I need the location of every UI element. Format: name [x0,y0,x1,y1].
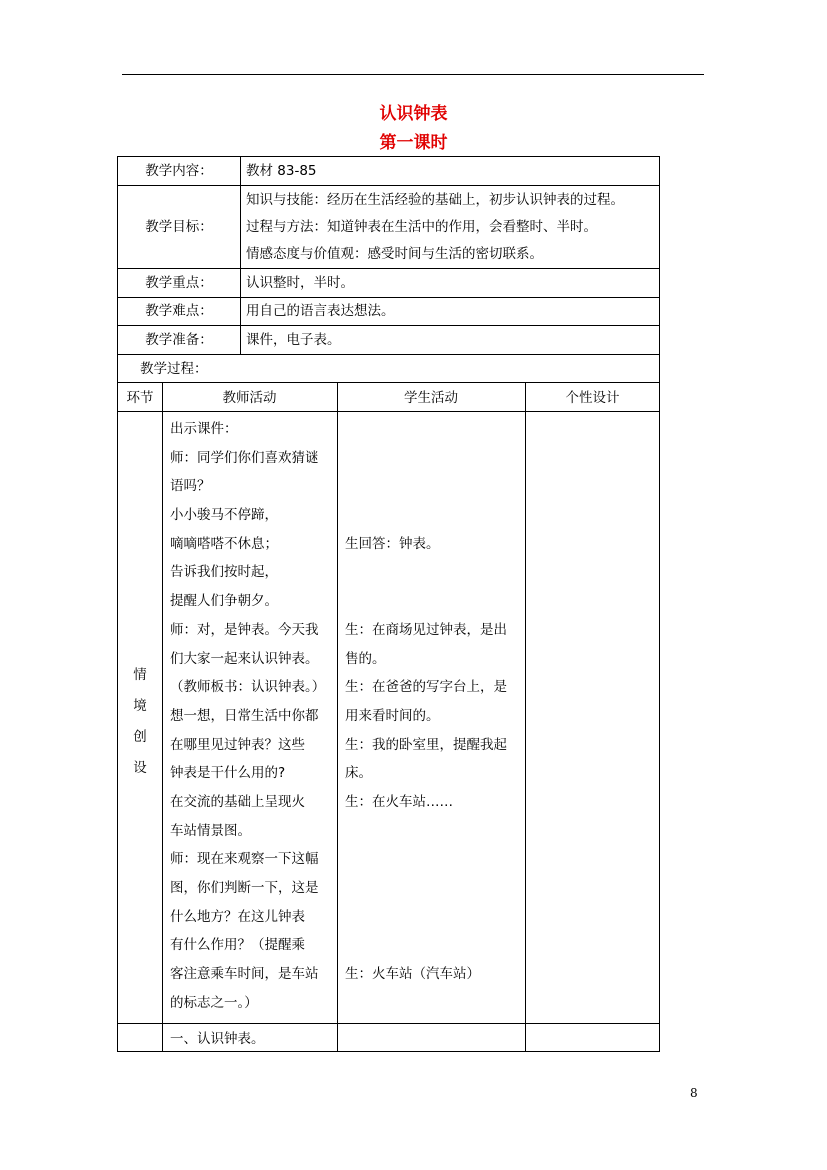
difficulty-label: 教学难点： [145,303,213,319]
student-line: 生：火车站（汽车站） [345,966,480,983]
teacher-line: 钟表是干什么用的? [170,765,286,782]
student-line: 生：在爸爸的写字台上，是 [345,679,507,696]
teacher-line: 提醒人们争朝夕。 [170,593,278,610]
student-line [345,558,507,587]
column-header-stage: 环节 [126,390,154,406]
col-divider [162,382,163,1052]
col-divider [525,382,526,1052]
page-number: 8 [690,1086,698,1100]
teacher-line: 出示课件： [170,421,238,437]
stage-label [118,660,162,784]
student-line: 用来看时间的。 [345,707,440,724]
student-line [345,989,507,1018]
teacher-line: 什么地方？在这儿钟表 [170,908,305,925]
content-value: 教材 83-85 [246,163,317,179]
focus-value: 认识整时，半时。 [246,275,354,291]
teacher-line: 图，你们判断一下，这是 [170,880,319,896]
column-header-design: 个性设计 [565,390,620,406]
student-line: 售的。 [345,650,386,667]
student-line [345,415,507,444]
student-line [345,817,507,846]
student-line [345,903,507,932]
teacher-line: 的标志之一。） [170,994,258,1011]
student-line: 生：我的卧室里，提醒我起 [345,736,507,753]
teacher-line: 师：现在来观察一下这幅 [170,851,319,868]
teacher-line: 车站情景图。 [170,822,251,839]
stage-char: 情 [133,667,147,683]
row-divider [117,1023,660,1024]
teacher-line: 客注意乘车时间，是车站 [170,966,319,983]
student-line: 生：在火车站…… [345,793,453,810]
row-divider [117,268,660,269]
col-divider [240,156,241,354]
stage-char: 创 [133,729,147,745]
goal-line: 情感态度与价值观：感受时间与生活的密切联系。 [246,246,543,262]
col-divider [337,382,338,1052]
process-label: 教学过程： [140,361,208,377]
row-divider [117,325,660,326]
column-header-student: 学生活动 [404,390,458,406]
student-line [345,472,507,501]
teacher-activity [170,415,325,1017]
teacher-line: 语吗？ [170,478,211,495]
student-line [345,931,507,960]
teacher-line: 小小骏马不停蹄， [170,507,278,524]
student-activity [345,415,507,1017]
row-divider [117,382,660,383]
stage-char: 设 [133,760,147,776]
student-line [345,587,507,616]
preparation-value: 课件，电子表。 [246,332,341,348]
student-line [345,444,507,473]
teacher-line: 师：对，是钟表。今天我 [170,621,319,638]
teacher-line: 在哪里见过钟表？这些 [170,736,305,753]
preparation-label: 教学准备： [145,332,213,348]
goals-label: 教学目标： [145,219,213,235]
focus-label: 教学重点： [145,275,213,291]
teacher-line: 有什么作用？（提醒乘 [170,937,305,954]
content-label: 教学内容： [145,163,213,179]
document-subtitle: 第一课时 [379,133,448,153]
row-divider [117,185,660,186]
goal-line: 知识与技能：经历在生活经验的基础上，初步认识钟表的过程。 [246,192,624,208]
difficulty-value: 用自己的语言表达想法。 [246,303,395,319]
teacher-line: 嘀嘀嗒嗒不休息； [170,535,278,552]
student-line [345,845,507,874]
student-line: 床。 [345,765,372,782]
row-divider [117,354,660,355]
stage-char: 境 [133,698,147,714]
teacher-line: 们大家一起来认识钟表。 [170,650,319,667]
student-line: 生回答：钟表。 [345,535,440,552]
document-title: 认识钟表 [379,104,448,124]
teacher-line: 在交流的基础上呈现火 [170,793,305,810]
student-line [345,874,507,903]
goal-line: 过程与方法：知道钟表在生活中的作用，会看整时、半时。 [246,219,597,235]
teacher-line: （教师板书：认识钟表。） [170,679,326,696]
teacher-line: 师：同学们你们喜欢猜谜 [170,449,319,466]
teacher-line: 告诉我们按时起， [170,564,278,581]
header-rule [122,74,704,75]
student-line: 生：在商场见过钟表，是出 [345,621,507,638]
section2-teacher-line: 一、认识钟表。 [170,1031,265,1047]
student-line [345,501,507,530]
row-divider [117,297,660,298]
row-divider [117,411,660,412]
teacher-line: 想一想，日常生活中你都 [170,707,319,724]
column-header-teacher: 教师活动 [222,390,277,406]
